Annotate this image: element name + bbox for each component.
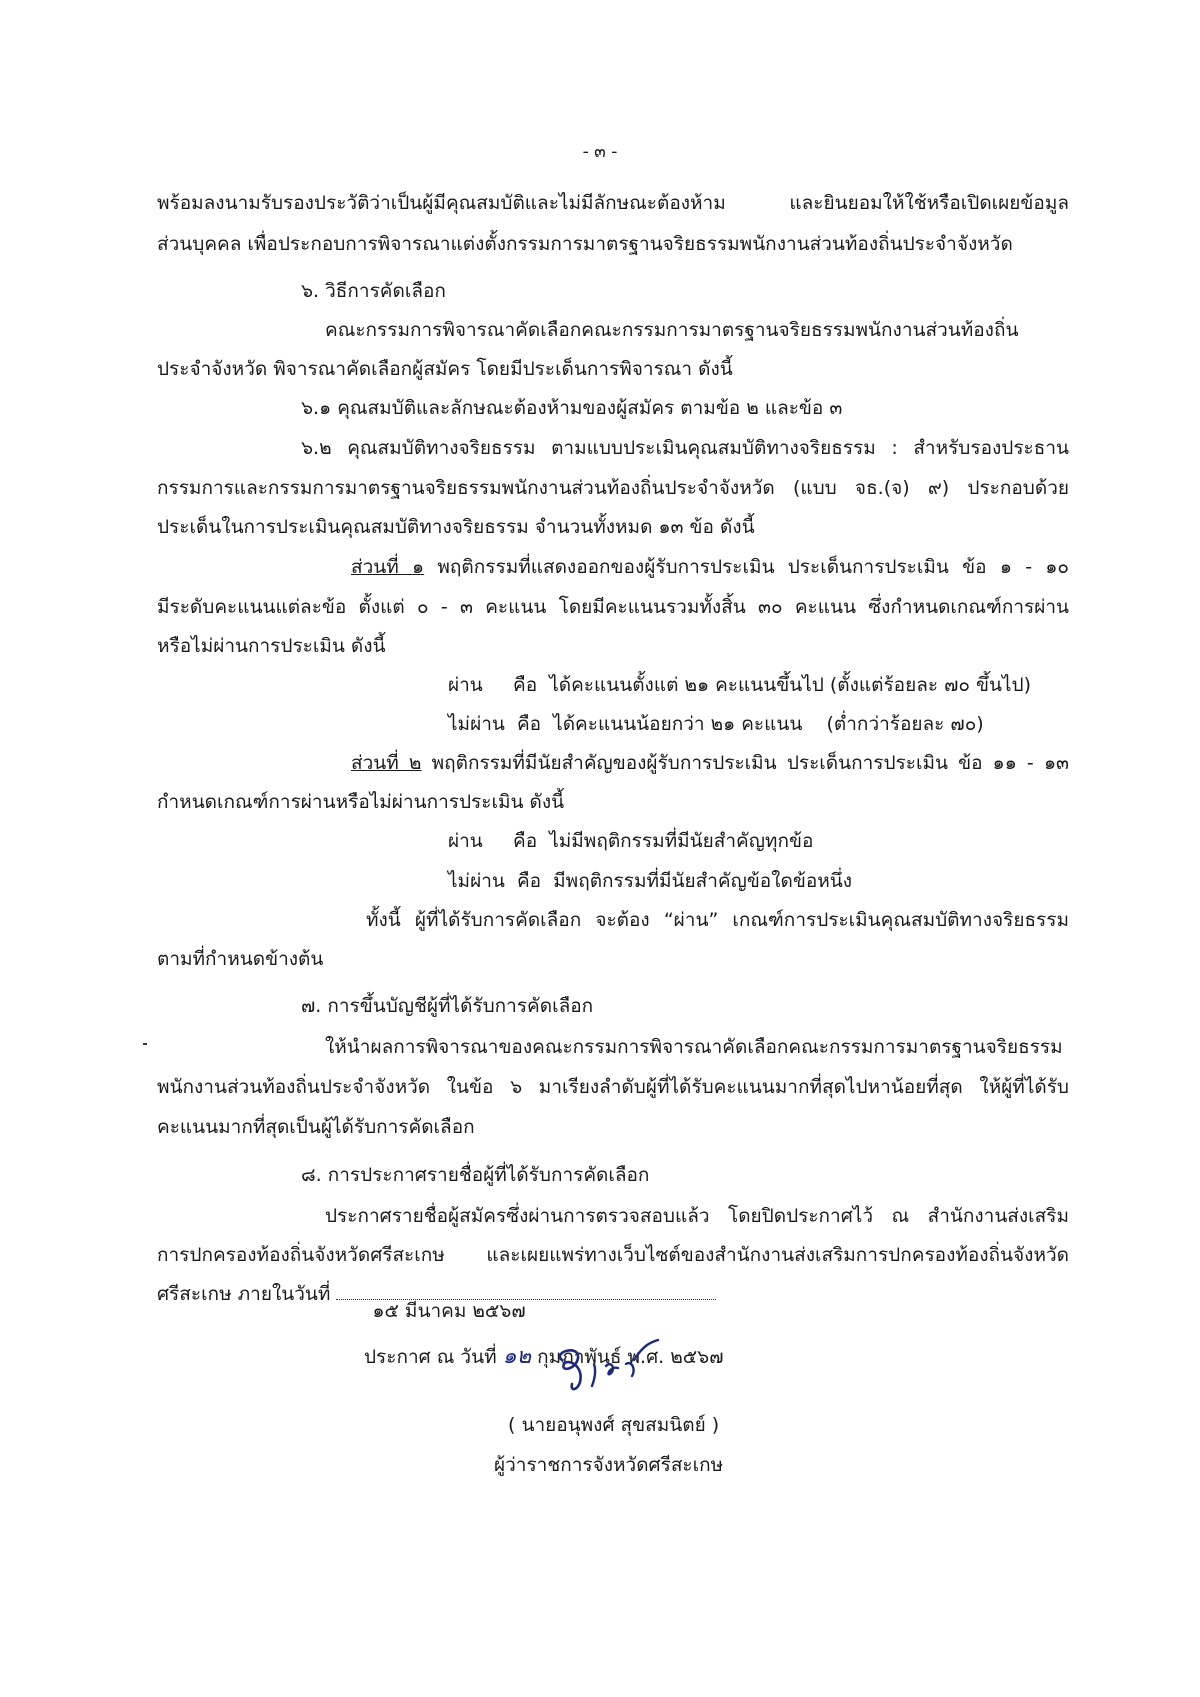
signatory-name: ( นายอนุพงศ์ สุขสมนิตย์ )	[508, 1414, 720, 1436]
item-6-2-line-2: กรรมการและกรรมการมาตรฐานจริยธรรมพนักงานส่วนท้องถิ่นประจำจังหวัด (แบบ จธ.(จ) ๙) ประกอบด้วย	[157, 477, 1069, 499]
part-2-pass-criterion: ผ่าน คือ ไม่มีพฤติกรรมที่มีนัยสำคัญทุกข้อ	[448, 830, 814, 852]
deadline-prefix: ศรีสะเกษ ภายในวันที่	[157, 1283, 337, 1305]
section-8-heading: ๘. การประกาศรายชื่อผู้ที่ได้รับการคัดเลือก	[301, 1164, 650, 1186]
part-2-line-2: กำหนดเกณฑ์การผ่านหรือไม่ผ่านการประเมิน ดังนี้	[157, 791, 565, 813]
section-8-line-1: ประกาศรายชื่อผู้สมัครซึ่งผ่านการตรวจสอบแล้ว โดยปิดประกาศไว้ ณ สำนักงานส่งเสริม	[325, 1205, 1069, 1227]
item-6-2-line-1: ๖.๒ คุณสมบัติทางจริยธรรม ตามแบบประเมินคุณสมบัติทางจริยธรรม : สำหรับรองประธาน	[301, 437, 1069, 459]
part-1-line-1-text: พฤติกรรมที่แสดงออกของผู้รับการประเมิน ประเด็นการประเมิน ข้อ ๑ - ๑๐	[424, 556, 1069, 578]
section-7-line-1: ให้นำผลการพิจารณาของคณะกรรมการพิจารณาคัดเลือกคณะกรรมการมาตรฐานจริยธรรม	[325, 1036, 1063, 1058]
announcement-prefix: ประกาศ ณ วันที่	[364, 1346, 503, 1368]
criteria-note-line-2: ตามที่กำหนดข้างต้น	[157, 948, 324, 970]
intro-line-1: พร้อมลงนามรับรองประวัติว่าเป็นผู้มีคุณสมบัติและไม่มีลักษณะต้องห้าม และยินยอมให้ใช้หรือเปิดเผยข้อมูล	[157, 192, 1069, 214]
item-6-2-line-3: ประเด็นในการประเมินคุณสมบัติทางจริยธรรม จำนวนทั้งหมด ๑๓ ข้อ ดังนี้	[157, 516, 755, 538]
criteria-note-line-1: ทั้งนี้ ผู้ที่ได้รับการคัดเลือก จะต้อง “ผ่าน” เกณฑ์การประเมินคุณสมบัติทางจริยธรรม	[366, 909, 1069, 931]
part-1-label: ส่วนที่ ๑	[351, 556, 425, 578]
section-6-paragraph-line-1: คณะกรรมการพิจารณาคัดเลือกคณะกรรมการมาตรฐานจริยธรรมพนักงานส่วนท้องถิ่น	[325, 319, 1019, 341]
section-6-paragraph-line-2: ประจำจังหวัด พิจารณาคัดเลือกผู้สมัคร โดยมีประเด็นการพิจารณา ดังนี้	[157, 358, 733, 380]
section-6-heading: ๖. วิธีการคัดเลือก	[301, 280, 446, 302]
part-1-line-1	[351, 552, 1069, 582]
section-7-line-3: คะแนนมากที่สุดเป็นผู้ได้รับการคัดเลือก	[157, 1116, 475, 1138]
signatory-position: ผู้ว่าราชการจังหวัดศรีสะเกษ	[494, 1454, 724, 1476]
margin-mark	[143, 1043, 147, 1045]
section-7-heading: ๗. การขึ้นบัญชีผู้ที่ได้รับการคัดเลือก	[301, 995, 594, 1017]
deadline-field	[336, 1299, 716, 1322]
part-1-line-3: หรือไม่ผ่านการประเมิน ดังนี้	[157, 635, 386, 657]
announcement-suffix: กุมภาพันธ์ พ.ศ. ๒๕๖๗	[531, 1346, 724, 1368]
signature	[540, 1330, 680, 1400]
section-8-line-2: การปกครองท้องถิ่นจังหวัดศรีสะเกษ และเผยแพร่ทางเว็บไซต์ของสำนักงานส่งเสริมการปกครองท้องถิ่นจังหวัด	[157, 1244, 1069, 1266]
deadline-date: ๑๕ มีนาคม ๒๕๖๗	[372, 1300, 526, 1322]
section-7-line-2: พนักงานส่วนท้องถิ่นประจำจังหวัด ในข้อ ๖ มาเรียงลำดับผู้ที่ได้รับคะแนนมากที่สุดไปหาน้อยที่สุด ให้ผู้ที่ได้รับ	[157, 1076, 1069, 1098]
part-1-fail-criterion: ไม่ผ่าน คือ ได้คะแนนน้อยกว่า ๒๑ คะแนน (ต่ำกว่าร้อยละ ๗๐)	[448, 713, 984, 735]
part-1-line-2: มีระดับคะแนนแต่ละข้อ ตั้งแต่ ๐ - ๓ คะแนน โดยมีคะแนนรวมทั้งสิ้น ๓๐ คะแนน ซึ่งกำหนดเกณฑ์การผ่าน	[157, 596, 1069, 618]
section-8-line-3	[157, 1279, 716, 1322]
part-2-line-1-text: พฤติกรรมที่มีนัยสำคัญของผู้รับการประเมิน ประเด็นการประเมิน ข้อ ๑๑ - ๑๓	[421, 752, 1069, 774]
part-1-pass-criterion: ผ่าน คือ ได้คะแนนตั้งแต่ ๒๑ คะแนนขึ้นไป (ตั้งแต่ร้อยละ ๗๐ ขึ้นไป)	[448, 674, 1032, 696]
part-2-fail-criterion: ไม่ผ่าน คือ มีพฤติกรรมที่มีนัยสำคัญข้อใดข้อหนึ่ง	[448, 870, 853, 892]
page-number: - ๓ -	[582, 142, 618, 162]
announcement-day-handwritten: ๑๒	[502, 1344, 532, 1369]
part-2-line-1	[351, 748, 1069, 778]
part-2-label: ส่วนที่ ๒	[351, 752, 422, 774]
item-6-1: ๖.๑ คุณสมบัติและลักษณะต้องห้ามของผู้สมัคร ตามข้อ ๒ และข้อ ๓	[301, 397, 843, 419]
intro-line-2: ส่วนบุคคล เพื่อประกอบการพิจารณาแต่งตั้งกรรมการมาตรฐานจริยธรรมพนักงานส่วนท้องถิ่นประจำจังหวัด	[157, 233, 1013, 255]
